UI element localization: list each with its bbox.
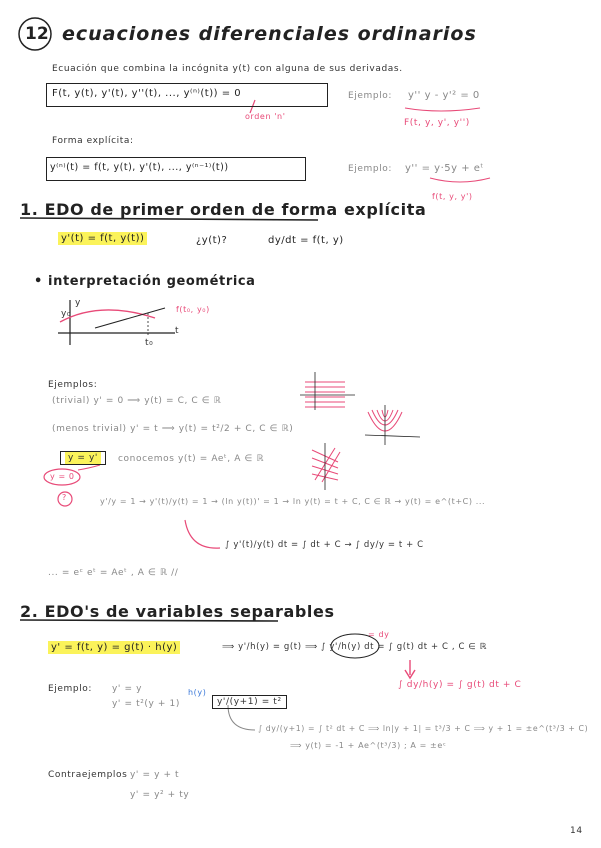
order-note: orden 'n' bbox=[245, 112, 286, 121]
separation-chain: y'/y = 1 → y'(t)/y(t) = 1 → (ln y(t))' = 1 → ln y(t) = t + C, C ∈ ℝ → y(t) = e^(t+C) ... bbox=[100, 497, 486, 506]
graph-curve bbox=[60, 310, 155, 322]
integral-note: ∫ y'(t)/y(t) dt = ∫ dt + C → ∫ dy/y = t + C bbox=[225, 540, 424, 550]
slope-field-1 bbox=[305, 382, 345, 407]
section2-example-label: Ejemplo: bbox=[48, 684, 93, 694]
section1-result: ... = eᶜ eᵗ = Aeᵗ , A ∈ ℝ // bbox=[48, 568, 179, 578]
implicit-formula: F(t, y(t), y'(t), y''(t), ..., y⁽ⁿ⁾(t)) = 0 bbox=[52, 88, 242, 99]
graph-label-y0: y₀ bbox=[61, 309, 72, 319]
section1-question: ¿y(t)? bbox=[196, 235, 228, 246]
section2-ex-final: ⟹ y(t) = -1 + Ae^(t³/3) ; A = ±eᶜ bbox=[290, 741, 447, 750]
yy-box: y = y' bbox=[60, 451, 106, 465]
geo-title: • interpretación geométrica bbox=[34, 274, 256, 289]
known-solution: conocemos y(t) = Aeᵗ, A ∈ ℝ bbox=[118, 454, 265, 464]
brace-explicit bbox=[430, 178, 490, 182]
graph-label-t: t bbox=[175, 326, 180, 336]
definition-text: Ecuación que combina la incógnita y(t) con alguna de sus derivadas. bbox=[52, 64, 403, 74]
graph-label-t0: t₀ bbox=[145, 338, 154, 348]
examples-label: Ejemplos: bbox=[48, 380, 98, 390]
graph-label-f: f(t₀, y₀) bbox=[176, 305, 210, 314]
section2-ex-integral: ∫ dy/(y+1) = ∫ t² dt + C ⟹ ln|y + 1| = t³/3 + C ⟹ y + 1 = ±e^(t³/3 + C) bbox=[258, 724, 589, 733]
graph-label-y: y bbox=[75, 298, 81, 308]
brace-implicit bbox=[405, 108, 480, 111]
section1-title: 1. EDO de primer orden de forma explícita bbox=[20, 200, 427, 219]
page-title: ecuaciones diferenciales ordinarios bbox=[62, 23, 477, 45]
slope-field-3 bbox=[312, 448, 340, 482]
counter-label: Contraejemplos bbox=[48, 770, 128, 780]
section2-step1: ⟹ y'/h(y) = g(t) ⟹ ∫ y'/h(y) dt = ∫ g(t) dt + C , C ∈ ℝ bbox=[222, 642, 487, 652]
q-bubble: ? bbox=[62, 493, 67, 502]
implicit-example: y'' y - y'² = 0 bbox=[408, 90, 480, 101]
explicit-example-f: f(t, y, y') bbox=[432, 192, 473, 201]
section2-ex-blue: h(y) bbox=[188, 688, 207, 697]
section2-title: 2. EDO's de variables separables bbox=[20, 602, 335, 621]
section2-ex-box: y'/(y+1) = t² bbox=[212, 695, 287, 709]
explicit-example: y'' = y·5y + eᵗ bbox=[405, 163, 484, 174]
integral-arrow bbox=[185, 520, 220, 548]
section2-ex-line2: y' = t²(y + 1) bbox=[112, 699, 180, 709]
explicit-formula: y⁽ⁿ⁾(t) = f(t, y(t), y'(t), ..., y⁽ⁿ⁻¹⁾(t)) bbox=[50, 162, 229, 173]
page-number: 14 bbox=[570, 826, 583, 836]
section2-dy-note: = dy bbox=[368, 630, 390, 639]
trivial-example: (trivial) y' = 0 ⟹ y(t) = C, C ∈ ℝ bbox=[52, 396, 222, 406]
y0-bubble: y = 0 bbox=[50, 472, 75, 481]
section2-ex-line1: y' = y bbox=[112, 684, 142, 694]
page-number-badge: 12 bbox=[25, 24, 49, 44]
section2-equation: y' = f(t, y) = g(t) · h(y) bbox=[48, 642, 180, 653]
counter-example-2: y' = y² + ty bbox=[130, 790, 190, 800]
implicit-example-label: Ejemplo: bbox=[348, 91, 393, 101]
section2-pink-integral: ∫ dy/h(y) = ∫ g(t) dt + C bbox=[398, 680, 522, 690]
implicit-example-f: F(t, y, y', y'') bbox=[404, 118, 470, 128]
explicit-label: Forma explícita: bbox=[52, 136, 134, 146]
section1-dydt: dy/dt = f(t, y) bbox=[268, 235, 344, 246]
less-trivial-example: (menos trivial) y' = t ⟹ y(t) = t²/2 + C, C ∈ ℝ) bbox=[52, 424, 294, 434]
section1-equation: y'(t) = f(t, y(t)) bbox=[58, 233, 147, 244]
counter-example-1: y' = y + t bbox=[130, 770, 180, 780]
explicit-example-label: Ejemplo: bbox=[348, 164, 393, 174]
